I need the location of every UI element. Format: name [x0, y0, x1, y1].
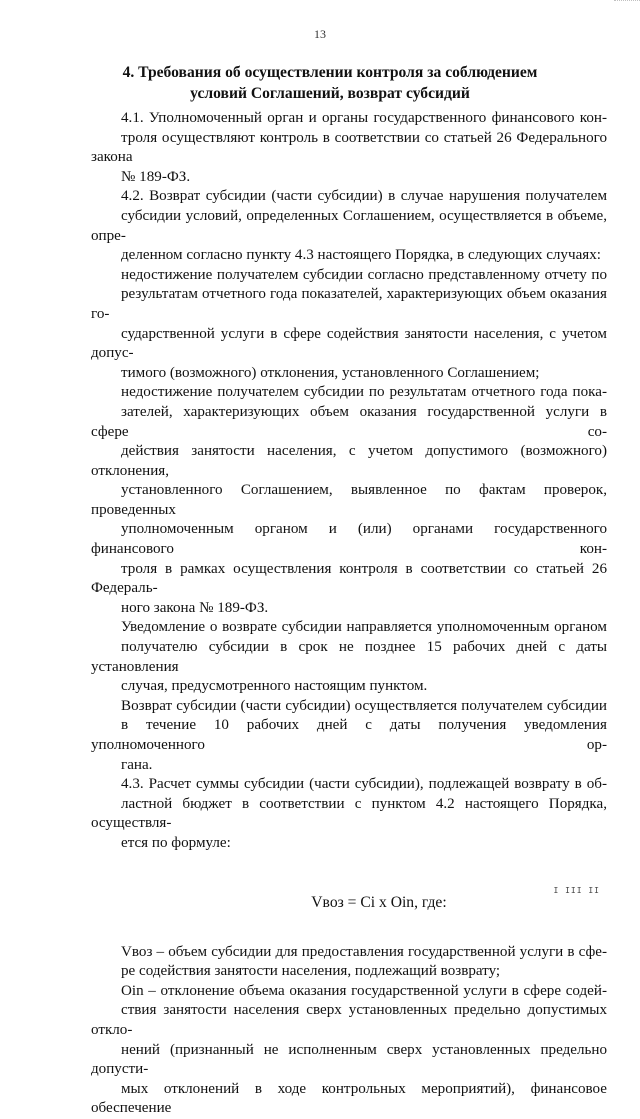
text-line: недостижение получателем субсидии согласно представленному отчету по	[121, 266, 607, 283]
text-line: недостижение получателем субсидии по результатам отчетного года пока-	[121, 384, 607, 401]
text-line: сударственной услуги в сфере содействия занятости населения, с учетом допус-	[91, 325, 607, 362]
text-line: Уведомление о возврате субсидии направляется уполномоченным органом	[121, 619, 607, 636]
definition-oin	[91, 982, 607, 1119]
formula: Vвоз = Ci x Oin, где:	[311, 893, 447, 911]
text-line: ластной бюджет в соответствии с пунктом 4.2 настоящего Порядка, осуществля-	[91, 795, 607, 832]
text-line: тимого (возможного) отклонения, установленного Соглашением;	[121, 364, 540, 381]
section-heading	[60, 62, 600, 104]
scan-corner-mark	[614, 0, 640, 7]
paragraph-4-1	[91, 109, 607, 187]
scan-mark: I III II	[553, 886, 600, 895]
page-number: 13	[314, 27, 326, 41]
text-line: нений (признанный не исполненным сверх установленных предельно допусти-	[91, 1041, 607, 1078]
text-line: случая, предусмотренного настоящим пунктом.	[121, 678, 428, 695]
document-body	[91, 109, 607, 1119]
text-line: мых отклонений в ходе контрольных мероприятий), финансовое обеспечение	[91, 1080, 607, 1117]
text-line: 4.1. Уполномоченный орган и органы государственного финансового кон-	[121, 110, 607, 126]
text-line: действия занятости населения, с учетом допустимого (возможного) отклонения,	[91, 443, 607, 479]
text-line: Возврат субсидии (части субсидии) осуществляется получателем субсидии	[121, 697, 607, 714]
definition-vvoz	[91, 943, 607, 982]
text-line: зателей, характеризующих объем оказания государственной услуги в сфере со-	[91, 403, 607, 440]
text-line: уполномоченным органом и (или) органами государственного финансового кон-	[91, 521, 607, 558]
text-line: получателю субсидии в срок не позднее 15 рабочих дней с даты установления	[91, 639, 607, 675]
text-line: 4.2. Возврат субсидии (части субсидии) в случае нарушения получателем	[121, 188, 607, 205]
text-line: троля в рамках осуществления контроля в соответствии со статьей 26 Федераль-	[91, 560, 607, 597]
section-heading-line: условий Соглашений, возврат субсидий	[190, 85, 470, 102]
text-line: результатам отчетного года показателей, характеризующих объем оказания го-	[91, 286, 607, 322]
text-line: № 189-ФЗ.	[121, 168, 191, 185]
paragraph-4-2	[91, 187, 607, 265]
text-line: ствия занятости населения сверх установленных предельно допустимых откло-	[91, 1002, 607, 1038]
paragraph-notification	[91, 618, 607, 696]
text-line: Oin – отклонение объема оказания государственной услуги в сфере содей-	[121, 982, 607, 999]
paragraph-return	[91, 697, 607, 775]
text-line: субсидии условий, определенных Соглашением, осуществляется в объеме, опре-	[91, 207, 607, 244]
text-line: гана.	[121, 756, 153, 773]
text-line: деленном согласно пункту 4.3 настоящего Порядка, в следующих случаях:	[121, 247, 601, 264]
text-line: троля осуществляют контроль в соответствии со статьей 26 Федерального закона	[91, 129, 607, 166]
paragraph-case-2	[91, 383, 607, 618]
paragraph-case-1	[91, 266, 607, 384]
paragraph-4-3	[91, 775, 607, 853]
text-line: установленного Соглашением, выявленное по фактам проверок, проведенных	[91, 482, 607, 518]
text-line: в течение 10 рабочих дней с даты получения уведомления уполномоченного ор-	[91, 717, 607, 753]
text-line: ется по формуле:	[121, 834, 231, 851]
text-line: 4.3. Расчет суммы субсидии (части субсидии), подлежащей возврату в об-	[121, 776, 607, 793]
text-line: ного закона № 189-ФЗ.	[121, 599, 269, 616]
section-heading-line: 4. Требования об осуществлении контроля за соблюдением	[122, 64, 538, 81]
text-line: Vвоз – объем субсидии для предоставления государственной услуги в сфе-	[121, 943, 607, 960]
text-line: ре содействия занятости населения, подлежащий возврату;	[121, 963, 501, 980]
